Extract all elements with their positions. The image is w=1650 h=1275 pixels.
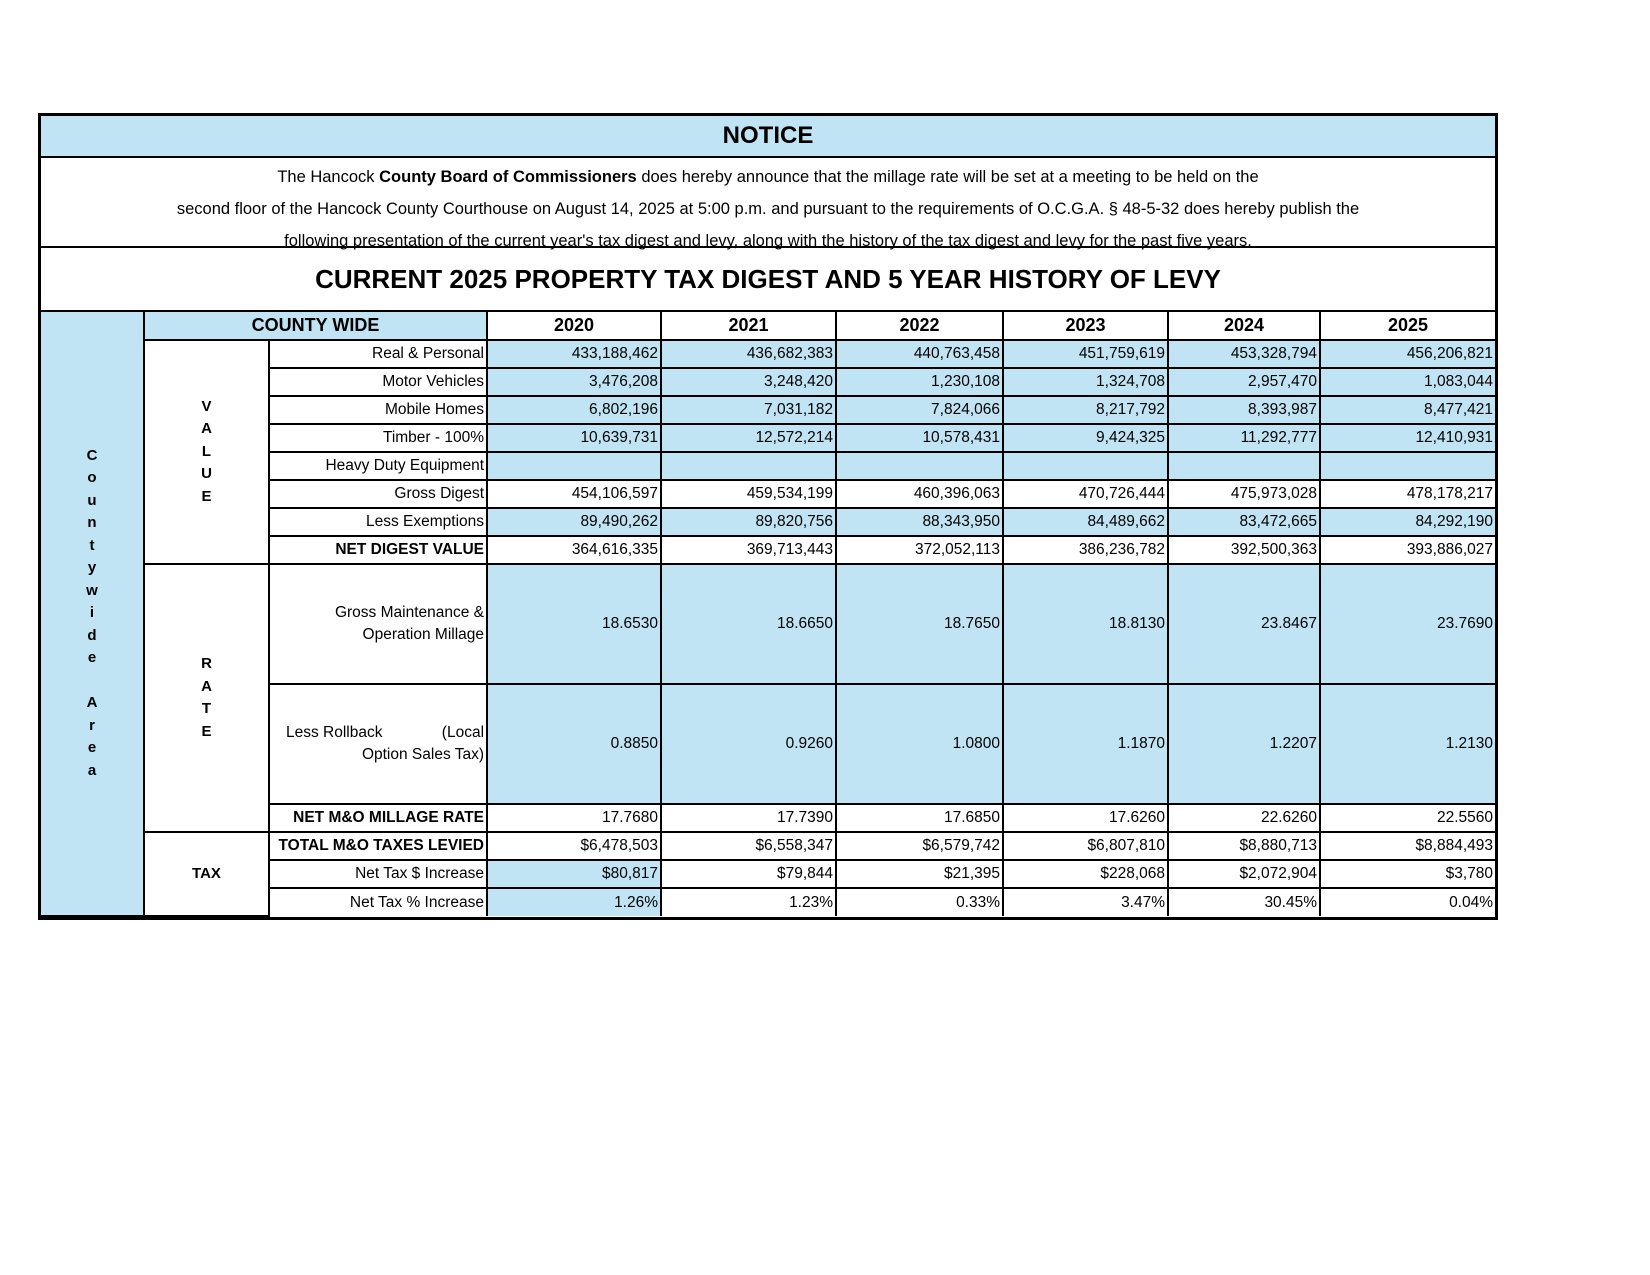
value-cell: [1003, 452, 1168, 480]
value-cell: 436,682,383: [661, 340, 836, 368]
year-header: 2025: [1320, 312, 1495, 340]
value-cell: 1.2207: [1168, 684, 1320, 804]
vertical-letter: t: [89, 536, 95, 554]
countywide-area-label: [41, 312, 144, 916]
vertical-letter: A: [201, 677, 212, 695]
vertical-letter: E: [201, 487, 212, 505]
vertical-letter: d: [87, 626, 97, 644]
value-cell: $21,395: [836, 860, 1003, 888]
value-cell: [836, 452, 1003, 480]
value-cell: 440,763,458: [836, 340, 1003, 368]
value-group-label: [144, 340, 269, 564]
value-cell: $6,807,810: [1003, 832, 1168, 860]
vertical-letter: A: [201, 420, 212, 438]
value-cell: 460,396,063: [836, 480, 1003, 508]
value-cell: 456,206,821: [1320, 340, 1495, 368]
value-cell: 6,802,196: [487, 396, 661, 424]
value-cell: 17.7680: [487, 804, 661, 832]
value-cell: [1168, 452, 1320, 480]
value-cell: $2,072,904: [1168, 860, 1320, 888]
value-cell: 1.23%: [661, 888, 836, 916]
vertical-letter: C: [86, 446, 98, 464]
value-cell: 386,236,782: [1003, 536, 1168, 564]
row-label: Motor Vehicles: [269, 368, 487, 396]
vertical-letter: V: [201, 397, 212, 415]
vertical-letter: n: [87, 514, 97, 532]
header-row: [41, 312, 1495, 340]
value-cell: 17.6260: [1003, 804, 1168, 832]
value-cell: 7,824,066: [836, 396, 1003, 424]
vertical-letter: R: [201, 655, 212, 672]
value-cell: $6,579,742: [836, 832, 1003, 860]
notice-line-1-start: The Hancock: [277, 168, 380, 186]
vertical-letter: E: [201, 722, 212, 740]
row-label-part: Less Rollback: [286, 724, 383, 741]
value-cell: 30.45%: [1168, 888, 1320, 916]
value-cell: 84,292,190: [1320, 508, 1495, 536]
value-cell: 17.7390: [661, 804, 836, 832]
value-cell: [487, 452, 661, 480]
row-label: Heavy Duty Equipment: [269, 452, 487, 480]
value-cell: 89,820,756: [661, 508, 836, 536]
row-label: Mobile Homes: [269, 396, 487, 424]
value-cell: 18.7650: [836, 564, 1003, 684]
value-cell: 89,490,262: [487, 508, 661, 536]
row-label: Timber - 100%: [269, 424, 487, 452]
row-label: Real & Personal: [269, 340, 487, 368]
value-cell: 8,217,792: [1003, 396, 1168, 424]
value-cell: 23.8467: [1168, 564, 1320, 684]
value-cell: 83,472,665: [1168, 508, 1320, 536]
value-cell: 10,639,731: [487, 424, 661, 452]
value-cell: 475,973,028: [1168, 480, 1320, 508]
table-row: [41, 564, 1495, 684]
digest-title: CURRENT 2025 PROPERTY TAX DIGEST AND 5 YEAR HISTORY OF LEVY: [41, 248, 1495, 312]
row-label: TOTAL M&O TAXES LEVIED: [269, 832, 487, 860]
value-cell: 1,324,708: [1003, 368, 1168, 396]
value-cell: 1,083,044: [1320, 368, 1495, 396]
year-header: 2023: [1003, 312, 1168, 340]
value-cell: 3.47%: [1003, 888, 1168, 916]
notice-line-2: second floor of the Hancock County Courthouse on August 14, 2025 at 5:00 p.m. and pursuant to the requirements of O.C.G.A. § 48-5-32 does hereby publish the: [176, 200, 1360, 218]
value-cell: 478,178,217: [1320, 480, 1495, 508]
row-label: Gross Digest: [269, 480, 487, 508]
notice-title: NOTICE: [41, 116, 1495, 158]
value-cell: 453,328,794: [1168, 340, 1320, 368]
vertical-letter: U: [201, 465, 212, 483]
value-cell: $8,884,493: [1320, 832, 1495, 860]
row-label: Net Tax $ Increase: [269, 860, 487, 888]
value-cell: 7,031,182: [661, 396, 836, 424]
value-cell: 0.33%: [836, 888, 1003, 916]
value-cell: 451,759,619: [1003, 340, 1168, 368]
value-cell: 1.1870: [1003, 684, 1168, 804]
value-cell: 1.0800: [836, 684, 1003, 804]
digest-table: [41, 312, 1495, 917]
notice-line-1: [51, 161, 1485, 193]
value-cell: 9,424,325: [1003, 424, 1168, 452]
value-cell: 459,534,199: [661, 480, 836, 508]
row-label-part: (Local: [441, 724, 485, 741]
vertical-letter: w: [86, 581, 98, 599]
row-label: Net Tax % Increase: [269, 888, 487, 916]
vertical-letter: u: [87, 491, 97, 509]
row-label: [269, 684, 487, 804]
value-cell: 0.04%: [1320, 888, 1495, 916]
value-cell: 3,476,208: [487, 368, 661, 396]
row-label: Less Exemptions: [269, 508, 487, 536]
value-cell: $6,558,347: [661, 832, 836, 860]
vertical-letter: i: [89, 604, 95, 622]
value-cell: 0.9260: [661, 684, 836, 804]
notice-board-name: County Board of Commissioners: [379, 168, 637, 186]
value-cell: [1320, 452, 1495, 480]
vertical-letter: o: [87, 469, 97, 487]
value-cell: 470,726,444: [1003, 480, 1168, 508]
value-cell: $8,880,713: [1168, 832, 1320, 860]
row-label: [269, 564, 487, 684]
value-cell: 0.8850: [487, 684, 661, 804]
vertical-letter: T: [201, 700, 212, 717]
value-cell: 18.6530: [487, 564, 661, 684]
row-label: NET M&O MILLAGE RATE: [269, 804, 487, 832]
value-cell: 1.26%: [487, 888, 661, 916]
value-cell: 88,343,950: [836, 508, 1003, 536]
value-cell: 433,188,462: [487, 340, 661, 368]
vertical-letter: L: [201, 442, 212, 460]
rate-group-label: [144, 564, 269, 832]
table-row: [41, 340, 1495, 368]
value-cell: 22.5560: [1320, 804, 1495, 832]
value-cell: 18.8130: [1003, 564, 1168, 684]
value-cell: 372,052,113: [836, 536, 1003, 564]
table-row: [41, 832, 1495, 860]
value-cell: 364,616,335: [487, 536, 661, 564]
value-cell: 1.2130: [1320, 684, 1495, 804]
value-cell: 392,500,363: [1168, 536, 1320, 564]
year-header: 2024: [1168, 312, 1320, 340]
value-cell: 12,410,931: [1320, 424, 1495, 452]
tax-digest-notice: [38, 113, 1498, 920]
value-cell: 10,578,431: [836, 424, 1003, 452]
value-cell: $6,478,503: [487, 832, 661, 860]
value-cell: 2,957,470: [1168, 368, 1320, 396]
value-cell: $79,844: [661, 860, 836, 888]
value-cell: 18.6650: [661, 564, 836, 684]
row-label-line: Option Sales Tax): [361, 746, 485, 763]
row-label-line: Operation Millage: [362, 626, 485, 643]
value-cell: 393,886,027: [1320, 536, 1495, 564]
value-cell: 11,292,777: [1168, 424, 1320, 452]
vertical-letter: A: [86, 694, 98, 712]
value-cell: 84,489,662: [1003, 508, 1168, 536]
value-cell: 23.7690: [1320, 564, 1495, 684]
value-cell: 1,230,108: [836, 368, 1003, 396]
value-cell: 8,477,421: [1320, 396, 1495, 424]
vertical-letter: [43, 670, 141, 693]
vertical-letter: y: [87, 559, 97, 577]
value-cell: 17.6850: [836, 804, 1003, 832]
year-header: 2020: [487, 312, 661, 340]
vertical-letter: e: [87, 739, 97, 757]
value-cell: [661, 452, 836, 480]
notice-line-1-end: does hereby announce that the millage rate will be set at a meeting to be held on the: [636, 168, 1259, 186]
value-cell: 22.6260: [1168, 804, 1320, 832]
vertical-letter: e: [87, 649, 97, 667]
tax-group-label: TAX: [144, 832, 269, 916]
value-cell: 3,248,420: [661, 368, 836, 396]
year-header: 2022: [836, 312, 1003, 340]
value-cell: $228,068: [1003, 860, 1168, 888]
notice-paragraph: [41, 158, 1495, 248]
value-cell: 8,393,987: [1168, 396, 1320, 424]
row-label: NET DIGEST VALUE: [269, 536, 487, 564]
notice-line-3: following presentation of the current year's tax digest and levy, along with the history of the tax digest and levy for the past five years.: [284, 232, 1252, 250]
value-cell: 454,106,597: [487, 480, 661, 508]
county-wide-header: COUNTY WIDE: [144, 312, 487, 340]
year-header: 2021: [661, 312, 836, 340]
row-label-line: Gross Maintenance &: [334, 604, 485, 621]
vertical-letter: a: [87, 761, 97, 779]
row-label-line: [272, 722, 484, 744]
value-cell: $80,817: [487, 860, 661, 888]
value-cell: $3,780: [1320, 860, 1495, 888]
value-cell: 12,572,214: [661, 424, 836, 452]
vertical-letter: r: [89, 716, 95, 734]
value-cell: 369,713,443: [661, 536, 836, 564]
